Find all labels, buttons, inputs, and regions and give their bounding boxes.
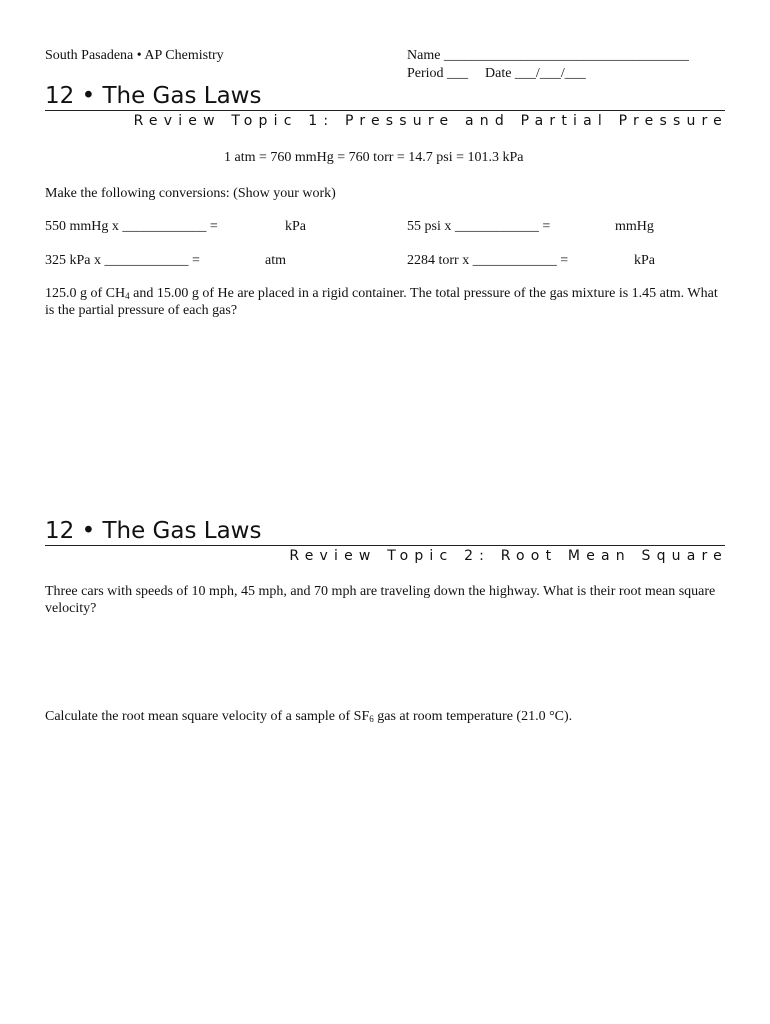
conversion-1-expression: 550 mmHg x ____________ =	[45, 219, 218, 234]
conversion-3-unit: atm	[265, 253, 286, 268]
bullet: •	[136, 48, 142, 63]
conversion-4-unit: kPa	[634, 253, 655, 268]
section2-title: 12 • The Gas Laws	[45, 518, 262, 544]
pressure-equivalence: 1 atm = 760 mmHg = 760 torr = 14.7 psi = 101.3 kPa	[224, 150, 524, 165]
section1-rule	[45, 110, 725, 111]
conversion-2-expression: 55 psi x ____________ =	[407, 219, 551, 234]
conversion-4-expression: 2284 torr x ____________ =	[407, 253, 569, 268]
subscript: 4	[125, 291, 130, 301]
subscript: 6	[369, 714, 374, 724]
partial-pressure-problem	[45, 285, 725, 319]
conversion-1-unit: kPa	[285, 219, 306, 234]
conversion-instructions: Make the following conversions: (Show your work)	[45, 186, 336, 201]
section2-rule	[45, 545, 725, 546]
section1-topic: Review Topic 1: Pressure and Partial Pressure	[133, 113, 728, 129]
course-name: AP Chemistry	[144, 48, 224, 63]
school-name: South Pasadena	[45, 48, 134, 63]
conversion-2-unit: mmHg	[615, 219, 654, 234]
problem-text-start: 125.0 g of CH	[45, 286, 126, 301]
header-course-line	[45, 47, 224, 64]
problem-text-rest: gas at room temperature (21.0 °C).	[373, 709, 573, 724]
conversion-3-expression: 325 kPa x ____________ =	[45, 253, 200, 268]
rms-cars-problem: Three cars with speeds of 10 mph, 45 mph, and 70 mph are traveling down the highway. What is their root mean square velocity?	[45, 584, 716, 616]
problem-text-rest: and 15.00 g of He are placed in a rigid container. The total pressure of the gas mixture is 1.45 atm. What is the partial pressure of each gas?	[45, 286, 718, 318]
date-field: Date ___/___/___	[485, 66, 586, 81]
section1-title: 12 • The Gas Laws	[45, 83, 262, 109]
section2-topic: Review Topic 2: Root Mean Square	[289, 548, 728, 564]
name-field: Name ___________________________________	[407, 48, 689, 63]
rms-sf6-problem	[45, 708, 572, 725]
period-field: Period ___	[407, 66, 469, 81]
problem-text-start: Calculate the root mean square velocity of a sample of SF	[45, 709, 370, 724]
